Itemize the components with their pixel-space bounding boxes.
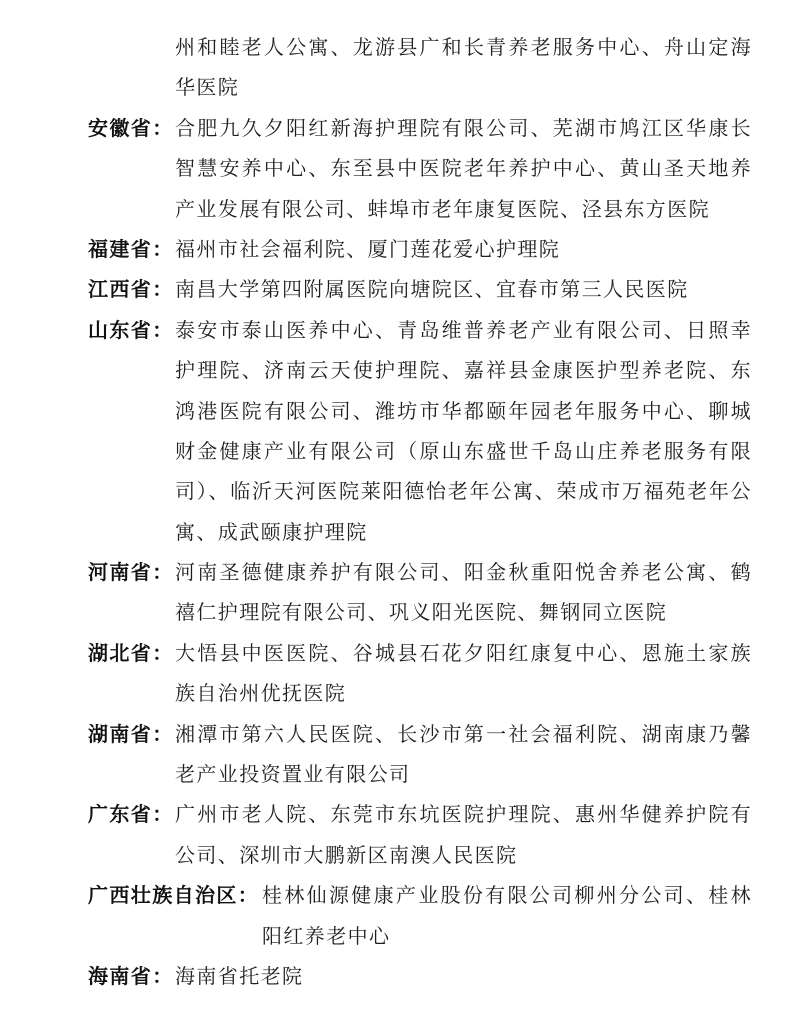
institution-line: 湘潭市第六人民医院、长沙市第一社会福利院、湖南康乃馨 — [175, 721, 752, 746]
institution-line: 福州市社会福利院、厦门莲花爱心护理院 — [175, 236, 561, 261]
institution-line: 产业发展有限公司、蚌埠市老年康复医院、泾县东方医院 — [175, 196, 710, 221]
entry-guangdong — [88, 794, 752, 875]
institution-line: 老产业投资置业有限公司 — [175, 762, 411, 787]
province-label: 湖南省： — [88, 721, 174, 746]
institution-line: 禧仁护理院有限公司、巩义阳光医院、舞钢同立医院 — [175, 600, 668, 625]
institution-list — [175, 229, 752, 269]
institution-list — [175, 794, 752, 875]
institution-line: 海南省托老院 — [175, 963, 304, 988]
province-label: 福建省： — [88, 236, 174, 261]
entry-fujian — [88, 229, 752, 269]
entry-henan — [88, 552, 752, 633]
institution-line: 智慧安养中心、东至县中医院老年养护中心、黄山圣天地养 — [175, 156, 752, 181]
institution-line: 族自治州优抚医院 — [175, 681, 347, 706]
institution-line: 南昌大学第四附属医院向塘院区、宜春市第三人民医院 — [175, 277, 689, 302]
institution-line: 财金健康产业有限公司（原山东盛世千岛山庄养老服务有限 — [175, 438, 752, 463]
province-label: 安徽省： — [88, 115, 174, 140]
province-label: 广东省： — [88, 802, 174, 827]
institution-line: 泰安市泰山医养中心、青岛维普养老产业有限公司、日照幸 — [175, 317, 752, 342]
entry-guangxi — [88, 875, 752, 956]
entry-anhui — [88, 108, 752, 229]
institution-list — [175, 633, 752, 714]
institution-list — [262, 875, 752, 956]
province-label: 河南省： — [88, 560, 174, 585]
institution-line: 合肥九久夕阳红新海护理院有限公司、芜湖市鸠江区华康长 — [175, 115, 752, 140]
institution-line: 司）、临沂天河医院莱阳德怡老年公寓、荣成市万福苑老年公 — [175, 479, 752, 504]
institution-line: 护理院、济南云天使护理院、嘉祥县金康医护型养老院、东 — [175, 358, 752, 383]
institution-line: 河南圣德健康养护有限公司、阳金秋重阳悦舍养老公寓、鹤 — [175, 560, 752, 585]
institution-list — [175, 956, 752, 996]
institution-line: 华医院 — [175, 75, 240, 100]
institution-list — [175, 310, 752, 552]
entry-hubei — [88, 633, 752, 714]
province-label: 海南省： — [88, 963, 174, 988]
institution-line: 广州市老人院、东莞市东坑医院护理院、惠州华健养护院有 — [175, 802, 752, 827]
entry-continuation — [88, 27, 752, 108]
document-page — [88, 27, 752, 996]
institution-line: 桂林仙源健康产业股份有限公司柳州分公司、桂林 — [262, 883, 752, 908]
institution-line: 州和睦老人公寓、龙游县广和长青养老服务中心、舟山定海 — [175, 35, 752, 59]
province-label: 江西省： — [88, 277, 174, 302]
province-label: 山东省： — [88, 317, 174, 342]
entry-hunan — [88, 714, 752, 795]
institution-line: 鸿港医院有限公司、潍坊市华都颐年园老年服务中心、聊城 — [175, 398, 752, 423]
institution-list — [175, 108, 752, 229]
entry-shandong — [88, 310, 752, 552]
entry-jiangxi — [88, 269, 752, 309]
institution-list — [175, 714, 752, 795]
institution-list — [175, 27, 752, 108]
institution-list — [175, 269, 752, 309]
entry-hainan — [88, 956, 752, 996]
institution-list — [175, 552, 752, 633]
institution-line: 寓、成武颐康护理院 — [175, 519, 368, 544]
province-label: 广西壮族自治区： — [88, 883, 260, 908]
institution-line: 公司、深圳市大鹏新区南澳人民医院 — [175, 842, 518, 867]
province-label: 湖北省： — [88, 640, 174, 665]
institution-line: 大悟县中医医院、谷城县石花夕阳红康复中心、恩施土家族 — [175, 640, 752, 665]
institution-line: 阳红养老中心 — [262, 923, 391, 948]
